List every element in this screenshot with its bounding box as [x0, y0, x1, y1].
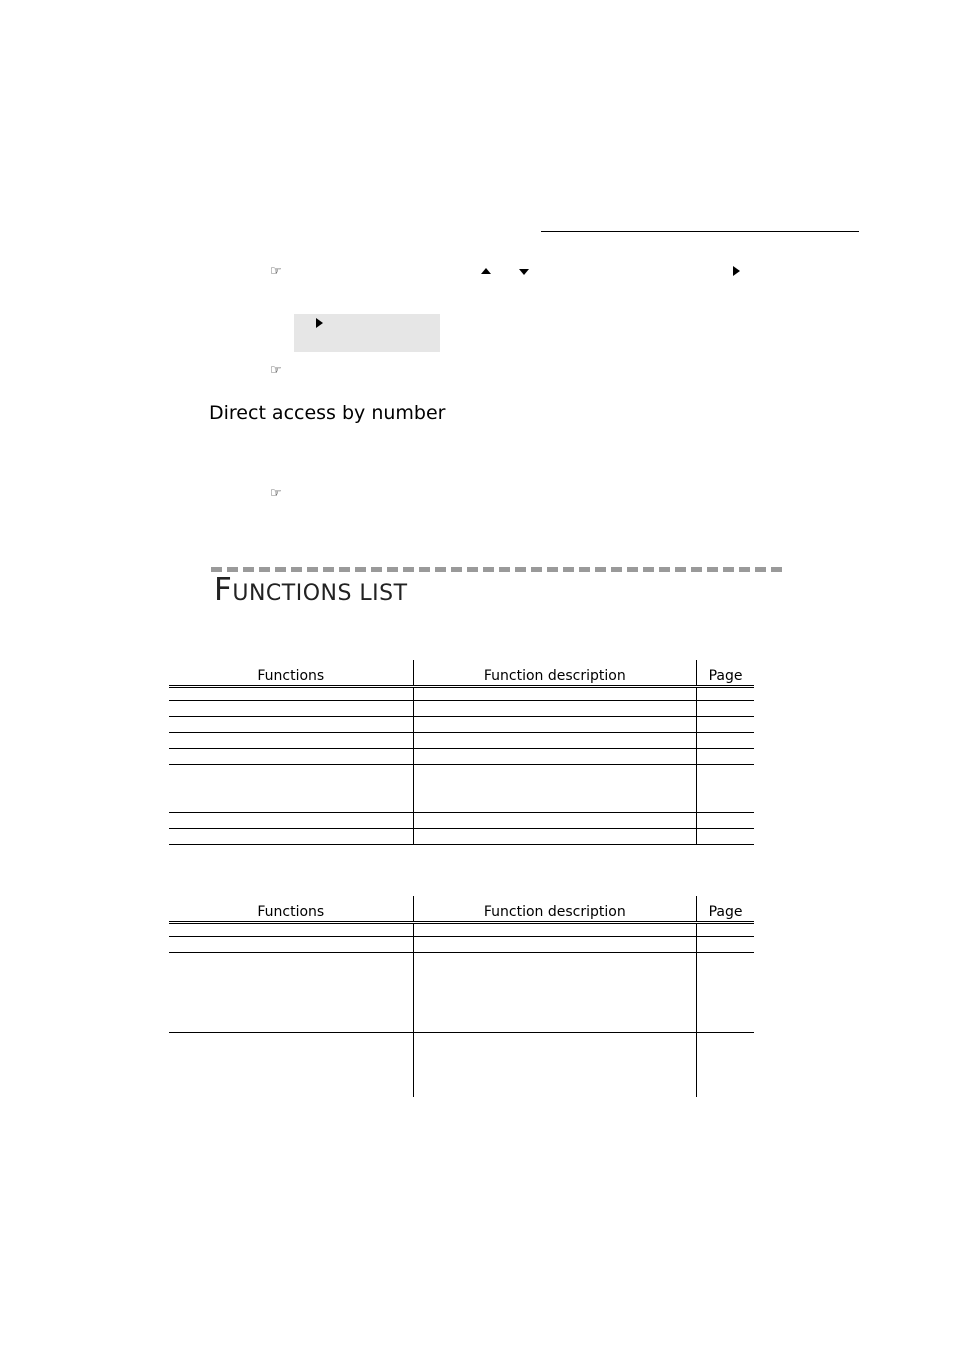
- arrow-right-icon: [733, 266, 740, 276]
- arrow-down-icon: [519, 269, 529, 275]
- table-header-row: [169, 896, 754, 923]
- functions-table-1: [169, 660, 754, 845]
- table-row: [169, 733, 754, 749]
- header-function-description: Function description: [413, 660, 696, 687]
- table-row: [169, 701, 754, 717]
- table-header-row: [169, 660, 754, 687]
- section-title-rest: UNCTIONS LIST: [232, 581, 408, 606]
- header-functions: Functions: [169, 660, 413, 687]
- table-row: [169, 923, 754, 937]
- pointing-hand-icon: ☞: [270, 363, 282, 378]
- table-row: [169, 953, 754, 1033]
- table-row: [169, 717, 754, 733]
- section-title-initial: F: [214, 572, 233, 608]
- pointing-hand-icon: ☞: [270, 486, 282, 501]
- header-function-description: Function description: [413, 896, 696, 923]
- table-row: [169, 749, 754, 765]
- header-page: Page: [697, 896, 754, 923]
- direct-access-heading: Direct access by number: [209, 402, 446, 424]
- header-functions: Functions: [169, 896, 413, 923]
- table-row: [169, 765, 754, 813]
- pointing-hand-icon: ☞: [270, 264, 282, 279]
- table-row: [169, 687, 754, 701]
- header-rule: [541, 231, 859, 232]
- section-title: [214, 572, 408, 612]
- functions-table-2: [169, 896, 754, 1097]
- table-row: [169, 937, 754, 953]
- arrow-right-icon: [316, 318, 323, 328]
- header-page: Page: [697, 660, 754, 687]
- lcd-display: [294, 314, 440, 352]
- table-row: [169, 829, 754, 845]
- table-row: [169, 813, 754, 829]
- arrow-up-icon: [481, 268, 491, 274]
- table-row: [169, 1033, 754, 1097]
